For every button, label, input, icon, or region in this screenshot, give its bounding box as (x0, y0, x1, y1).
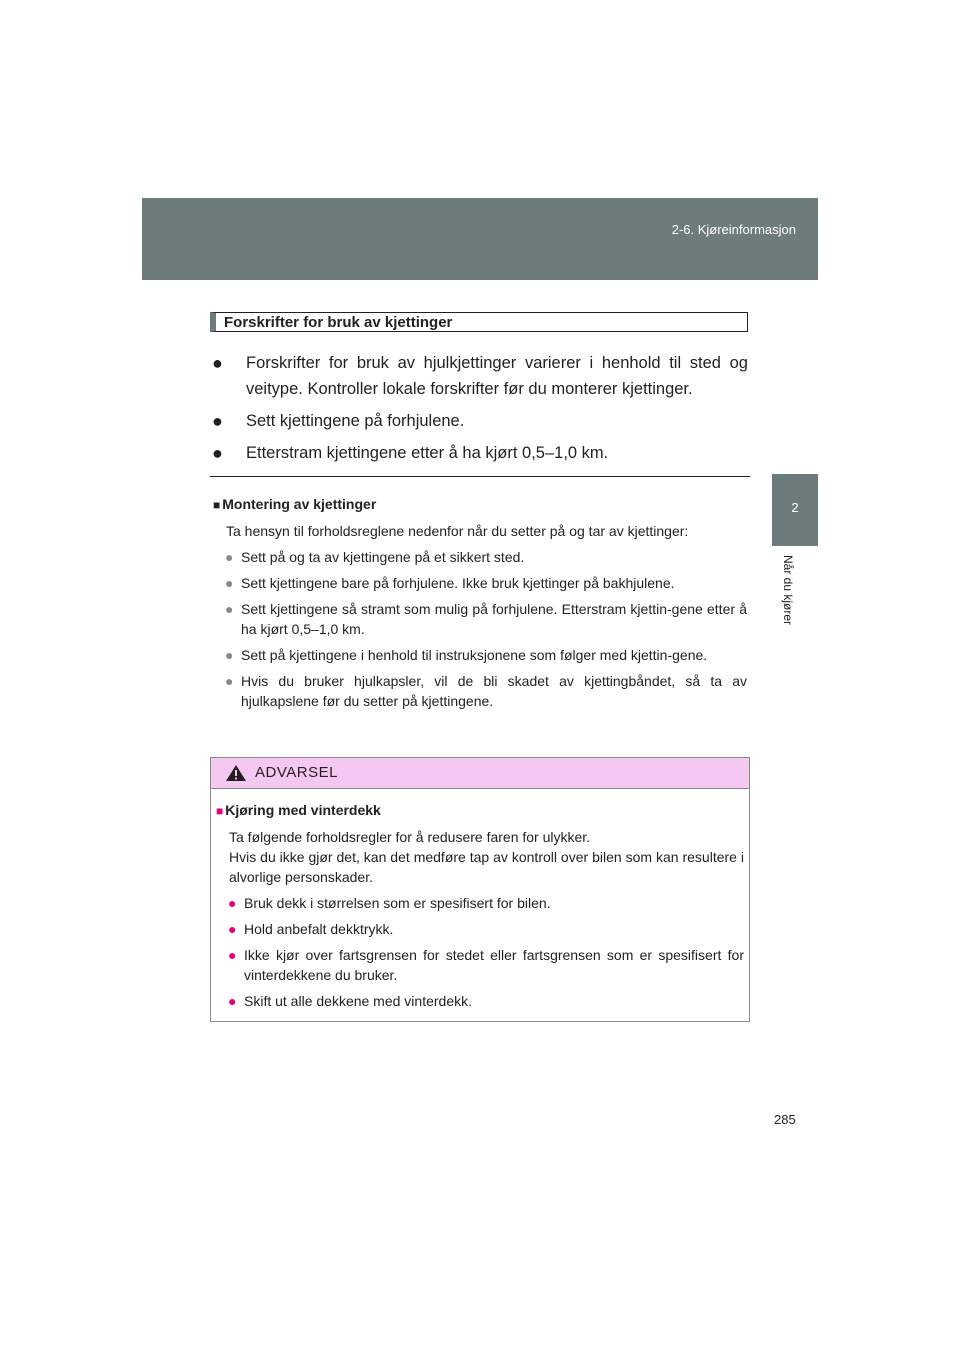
bullet-icon: ● (225, 575, 234, 591)
list-item: ● Bruk dekk i størrelsen som er spesifisert for bilen. (228, 895, 551, 911)
chapter-number: 2 (791, 500, 799, 515)
warning-box (210, 757, 750, 1022)
warning-heading: ■ Kjøring med vinterdekk (216, 802, 381, 818)
chapter-label: Når du kjører (781, 554, 795, 626)
square-bullet-icon: ■ (213, 498, 221, 512)
chapter-tab (772, 474, 818, 546)
warning-title: ADVARSEL (255, 764, 338, 781)
warning-content (216, 800, 744, 1011)
warning-header (211, 758, 749, 789)
list-item: ● Ikke kjør over fartsgrensen for stedet eller fartsgrensen som er spesifisert for vinterdekkene du bruker. (228, 947, 744, 983)
list-item: ● Sett på og ta av kjettingene på et sikkert sted. (225, 549, 525, 565)
section-breadcrumb: 2-6. Kjøreinformasjon (671, 222, 796, 237)
page-number: 285 (774, 1112, 796, 1127)
list-item: ● Hvis du bruker hjulkapsler, vil de bli skadet av kjettingbåndet, så ta av hjulkapslene før du setter på kjettingene. (225, 673, 747, 709)
square-bullet-icon: ■ (216, 804, 224, 818)
warning-intro: Ta følgende forholdsregler for å redusere faren for ulykker. Hvis du ikke gjør det, kan det medføre tap av kontroll over bilen som kan resultere i alvorlige personskader. (229, 829, 744, 885)
list-item: ● Etterstram kjettingene etter å ha kjørt 0,5–1,0 km. (212, 440, 748, 466)
bullet-icon: ● (212, 411, 223, 431)
notes-section (213, 494, 747, 711)
warning-list (216, 893, 744, 1011)
notes-intro: Ta hensyn til forholdsreglene nedenfor når du setter på og tar av kjettinger: (226, 523, 689, 539)
bullet-icon: ● (225, 647, 234, 663)
section-title: Forskrifter for bruk av kjettinger (224, 314, 453, 331)
bullet-icon: ● (228, 921, 237, 937)
list-item: ● Sett på kjettingene i henhold til instruksjonene som følger med kjettin-gene. (225, 647, 708, 663)
section-title-box (210, 312, 748, 332)
bullet-icon: ● (225, 673, 234, 689)
list-item: ● Sett kjettingene bare på forhjulene. Ikke bruk kjettinger på bakhjulene. (225, 575, 675, 591)
list-item: ● Hold anbefalt dekktrykk. (228, 921, 394, 937)
divider (210, 476, 750, 477)
warning-triangle-icon (225, 764, 247, 782)
list-item: ● Sett kjettingene på forhjulene. (212, 408, 748, 434)
notes-heading: ■ Montering av kjettinger (213, 496, 377, 512)
main-list (212, 350, 748, 472)
list-item: ● Sett kjettingene så stramt som mulig på forhjulene. Etterstram kjettin-gene etter å ha kjørt 0,5–1,0 km. (225, 601, 747, 637)
list-item: ● Forskrifter for bruk av hjulkjettinger varierer i henhold til sted og veitype. Kontroller lokale forskrifter før du monterer kjettinger. (212, 350, 748, 402)
bullet-icon: ● (212, 443, 223, 463)
notes-list (213, 547, 747, 711)
header-band (142, 198, 818, 280)
bullet-icon: ● (225, 601, 234, 617)
bullet-icon: ● (228, 993, 237, 1009)
bullet-icon: ● (212, 353, 223, 373)
list-item: ● Skift ut alle dekkene med vinterdekk. (228, 993, 473, 1009)
bullet-icon: ● (228, 895, 237, 911)
bullet-icon: ● (225, 549, 234, 565)
bullet-icon: ● (228, 947, 237, 963)
